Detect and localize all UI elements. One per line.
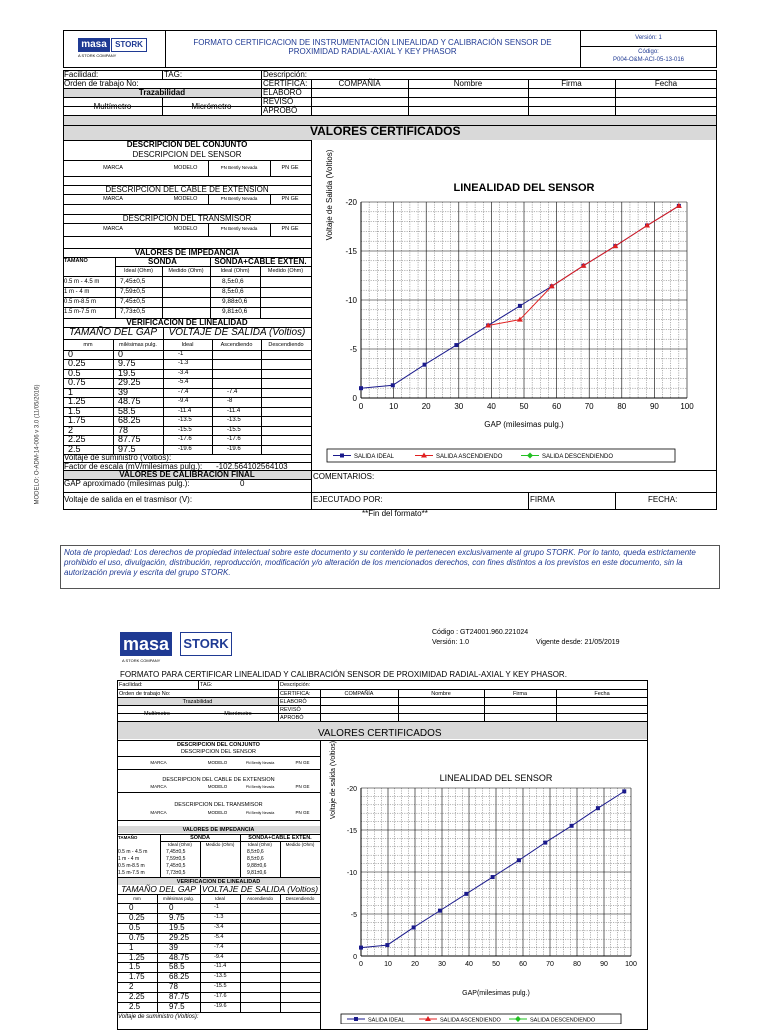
gap-cell: 0: [68, 349, 74, 359]
gap2-cell: -9.4: [214, 953, 224, 960]
gap-cell: -11.4: [227, 407, 241, 414]
doc2-micrometro: Micrómetro: [224, 711, 252, 717]
ejecutado-label: EJECUTADO POR:: [313, 495, 383, 504]
gap-cell: 39: [118, 386, 129, 397]
sensor-marca: MARCA: [103, 165, 123, 171]
imp2-size: 0.5 m - 4.5 m: [118, 849, 148, 855]
gap2-cell: 87.75: [169, 992, 190, 1002]
gap-cell: 68.25: [118, 415, 141, 426]
sonda-ideal: Ideal (Ohm): [123, 268, 154, 274]
gap2-cell: 2: [129, 982, 134, 992]
masa-logo: masa: [78, 38, 110, 52]
gap-cell: 58.5: [118, 405, 136, 416]
gap2-cell: -7.4: [214, 943, 224, 950]
doc2-tamano-gap: TAMAÑO DEL GAP: [121, 884, 196, 894]
imp-cable-ideal: 9,88±0,6: [222, 298, 248, 305]
chart-point: [612, 243, 618, 248]
chart-x-tick: 90: [600, 961, 608, 968]
doc2-orden: Orden de trabajo No:: [119, 691, 171, 697]
ideal-header: Ideal: [181, 342, 194, 348]
gap2-cell: -1.3: [214, 913, 224, 920]
doc2-vigente: Vigente desde: 21/05/2019: [536, 639, 620, 646]
chart-point: [391, 383, 395, 387]
chart-y-tick: 0: [353, 954, 357, 961]
gap-cell: 1.5: [68, 405, 81, 416]
chart-point: [596, 806, 600, 810]
doc2-desc-sensor: DESCRIPCION DEL SENSOR: [181, 749, 256, 755]
doc2-sonda: SONDA: [190, 835, 210, 841]
doc2-sonda-cable: SONDA+CABLE EXTEN.: [248, 835, 312, 841]
doc2-voltaje-suministro: Voltaje de suministro (Voltios):: [118, 1014, 199, 1020]
imp-sonda-ideal: 7,73±0,5: [120, 308, 146, 315]
doc2-descendiendo: Descendiendo: [285, 896, 315, 901]
gap-cell: 1.75: [68, 415, 86, 426]
verificacion-linealidad: VERIFICACION DE LINEALIDAD: [126, 318, 248, 327]
gap-cell: -11.4: [178, 407, 192, 414]
gap-cell: -19.6: [178, 445, 192, 452]
chart-y-tick: -10: [345, 296, 357, 305]
property-note-label: Nota de propiedad:: [64, 548, 133, 557]
doc2-compania: COMPAÑÍA: [344, 691, 374, 697]
gap-aproximado-value: 0: [240, 479, 245, 488]
doc1-code: P004-O&M-ACI-05-13-016: [612, 57, 685, 63]
doc2-facilidad: Facilidad:: [119, 682, 143, 688]
chart-xlabel: GAP(milesimas pulg.): [462, 990, 530, 997]
descendiendo-header: Descendiendo: [268, 342, 304, 348]
multimetro-label: Multímetro: [93, 102, 132, 111]
imp-cable-ideal: 9,81±0,6: [222, 308, 248, 315]
chart-ylabel: Voltaje de Salida (Voltios): [325, 149, 334, 241]
chart-x-tick: 40: [465, 961, 473, 968]
chart-x-tick: 70: [584, 402, 594, 411]
chart-series-line: [361, 206, 679, 388]
chart-point: [644, 223, 650, 228]
doc2-valores-certificados: VALORES CERTIFICADOS: [318, 728, 442, 739]
chart-legend-label: SALIDA IDEAL: [354, 454, 395, 460]
doc2-sensor-marca: MARCA: [150, 760, 167, 765]
chart-x-tick: 20: [421, 402, 431, 411]
gap2-cell: 48.75: [169, 952, 190, 962]
orden-label: Orden de trabajo No:: [64, 79, 139, 88]
mm-header: mm: [83, 342, 93, 348]
gap-cell: 0: [118, 349, 124, 359]
chart-2: [321, 740, 647, 1024]
gap2-cell: 39: [169, 942, 178, 952]
chart-x-tick: 30: [438, 961, 446, 968]
doc2-multimetro: Multímetro: [144, 711, 170, 717]
imp2-cable-ideal: 8,5±0,6: [247, 856, 264, 862]
cable-marca: MARCA: [103, 196, 123, 202]
chart-point: [543, 841, 547, 845]
imp-cable-ideal: 8,5±0,6: [222, 288, 244, 295]
chart-point: [385, 943, 389, 947]
sensor-modelo: MODELO: [173, 165, 198, 171]
sensor-pn-bently: PN Bently Nevada: [220, 165, 258, 170]
imp2-cable-ideal: 9,88±0,6: [247, 863, 267, 869]
chart-point: [464, 892, 468, 896]
gap-cell: -19.6: [227, 445, 241, 452]
doc1-title: FORMATO CERTIFICACION DE INSTRUMENTACIÓN LINEALIDAD Y CALIBRACIÓN SENSOR DE PROXIMIDAD RADIAL-AXIAL Y KEY PHASOR: [193, 38, 552, 56]
desc-conjunto: DESCRIPCION DEL CONJUNTO: [126, 140, 248, 149]
chart-x-tick: 0: [359, 961, 363, 968]
chart-legend-label: SALIDA IDEAL: [368, 1017, 405, 1024]
imp2-sonda-ideal: 7,45±0,5: [166, 863, 186, 869]
tamano-label: TAMAÑO: [64, 258, 88, 264]
side-model-text: MODELO: O-ADM-14-006 v 3.0 (11/05/2016): [34, 384, 41, 505]
gap-cell: 0.5: [68, 367, 81, 378]
gap2-cell: -13.5: [214, 973, 227, 980]
chart-point: [580, 263, 586, 268]
doc2-firma: Firma: [512, 691, 528, 697]
tag-label: TAG:: [164, 70, 183, 79]
doc2-cable-ideal: Ideal (Ohm): [248, 842, 272, 847]
gap2-cell: 0.25: [129, 912, 145, 922]
gap-cell: -9.4: [178, 398, 189, 405]
chart-point: [412, 925, 416, 929]
gap2-cell: -11.4: [214, 963, 227, 970]
doc2-trazabilidad: Trazabilidad: [182, 699, 213, 705]
doc2-trans-pn-ge: PN GE: [295, 810, 310, 815]
gap-cell: -17.6: [227, 436, 241, 443]
chart-legend: [327, 449, 675, 462]
gap-cell: 78: [118, 424, 129, 435]
compania-header: COMPAÑÍA: [338, 79, 381, 88]
gap-cell: 2.5: [68, 443, 81, 454]
doc2-voltaje-salida: VOLTAJE DE SALIDA (Voltios): [201, 884, 319, 894]
imp-cable-ideal: 8,5±0,6: [222, 278, 244, 285]
gap-cell: 0.25: [68, 358, 86, 369]
chart-x-tick: 10: [384, 961, 392, 968]
gap-cell: 9.75: [118, 358, 136, 369]
gap-cell: -7.4: [227, 388, 238, 395]
comentarios-label: COMENTARIOS:: [313, 472, 375, 481]
doc2-cable-modelo: MODELO: [207, 784, 228, 789]
imp2-cable-ideal: 9,81±0,6: [247, 870, 267, 876]
doc1-code-label: Código:: [638, 49, 659, 55]
aprobo-label: APROBÓ: [263, 106, 298, 115]
doc2-ideal: Ideal: [215, 896, 225, 901]
gap-cell: 1: [68, 386, 74, 397]
gap2-cell: 1.5: [129, 962, 141, 972]
gap2-cell: 0.5: [129, 922, 141, 932]
chart-point: [570, 824, 574, 828]
chart-point: [438, 909, 442, 913]
stork-logo-2: STORK: [180, 632, 232, 656]
doc2-descripcion: Descripción:: [280, 682, 311, 688]
chart-y-tick: -20: [345, 198, 357, 207]
chart-y-tick: 0: [352, 394, 357, 403]
valores-certificados-title: VALORES CERTIFICADOS: [310, 124, 461, 138]
chart-1: [312, 140, 716, 470]
doc2-aprobo: APROBÓ: [280, 715, 304, 721]
doc2-desc-trans: DESCRIPCION DEL TRANSMISOR: [174, 802, 263, 808]
firma-header: Firma: [561, 79, 582, 88]
doc2-nombre: Nombre: [431, 691, 451, 697]
fecha-label: FECHA:: [648, 495, 678, 504]
chart-xlabel: GAP (milesimas pulg.): [484, 420, 564, 429]
ascendiendo-header: Ascendiendo: [220, 342, 253, 348]
logo-caption: A STORK COMPANY: [78, 53, 117, 58]
certifica-label: CERTIFICA:: [263, 79, 308, 88]
chart-point: [454, 343, 458, 347]
chart-series-line: [361, 791, 624, 947]
cable-pn-bently: PN Bently Nevada: [220, 196, 258, 201]
gap-cell: -1.3: [178, 360, 189, 367]
factor-escala-value: -102.564102564103: [216, 462, 288, 471]
gap2-cell: 29.25: [169, 932, 190, 942]
gap2-cell: 1.75: [129, 972, 145, 982]
doc2-cable-pn-ge: PN GE: [295, 784, 310, 789]
chart-point: [491, 875, 495, 879]
chart-y-tick: -5: [349, 345, 357, 354]
sonda-medido: Medido (Ohm): [168, 268, 204, 274]
chart-x-tick: 90: [649, 402, 659, 411]
chart-1-svg: [312, 140, 716, 470]
chart-x-tick: 20: [411, 961, 419, 968]
gap2-cell: 0: [129, 903, 134, 912]
doc2-code: Código : GT24001.960.221024: [432, 629, 529, 636]
doc2-elaboro: ELABORÓ: [280, 699, 307, 705]
doc2-sonda-ideal: Ideal (Ohm): [168, 842, 192, 847]
gap2-cell: -3.4: [214, 923, 224, 930]
doc2-desc-cable: DESCRIPCION DEL CABLE DE EXTENSION: [162, 777, 275, 783]
stork-logo: STORK: [111, 38, 147, 52]
descripcion-label: Descripción:: [263, 70, 308, 79]
chart-title: LINEALIDAD DEL SENSOR: [439, 773, 553, 783]
doc2-sensor-pn-bently: PN Bently Nevada: [245, 761, 275, 765]
imp-sonda-ideal: 7,45±0,5: [120, 298, 146, 305]
chart-point: [622, 789, 626, 793]
chart-x-tick: 100: [680, 402, 694, 411]
chart-x-tick: 60: [519, 961, 527, 968]
gap2-cell: -5.4: [214, 933, 224, 940]
doc2-verificacion: VERIFICACION DE LINEALIDAD: [176, 879, 261, 885]
sonda-label: SONDA: [148, 257, 177, 266]
doc2-title: FORMATO PARA CERTIFICAR LINEALIDAD Y CALIBRACIÓN SENSOR DE PROXIMIDAD RADIAL-AXIAL Y KEY PHASOR.: [120, 670, 567, 679]
chart-x-tick: 50: [492, 961, 500, 968]
chart-ylabel: Voltaje de salida (Voltios): [330, 740, 337, 820]
doc2-fecha: Fecha: [594, 691, 610, 697]
imp2-sonda-ideal: 7,45±0,5: [166, 849, 186, 855]
chart-point: [517, 858, 521, 862]
doc2-cable-marca: MARCA: [150, 784, 167, 789]
chart-2-svg: [321, 740, 647, 1024]
trazabilidad-label: Trazabilidad: [138, 88, 186, 97]
gap-cell: 48.75: [118, 396, 141, 407]
nombre-header: Nombre: [453, 79, 483, 88]
gap-cell: -15.5: [227, 426, 241, 433]
chart-point: [676, 203, 682, 208]
gap2-cell: 2.25: [129, 992, 145, 1002]
chart-legend-label: SALIDA DESCENDIENDO: [542, 454, 614, 460]
valores-impedancia: VALORES DE IMPEDANCIA: [134, 248, 240, 257]
gap2-cell: 1: [129, 942, 134, 952]
fin-formato: **Fin del formato**: [362, 509, 428, 518]
chart-point: [359, 946, 363, 950]
fecha-header: Fecha: [654, 79, 678, 88]
trans-pn-bently: PN Bently Nevada: [220, 226, 258, 231]
gap-cell: 2.25: [68, 434, 86, 445]
doc2-version: Versión: 1.0: [432, 639, 469, 646]
imp2-size: 0.5 m-8.5 m: [118, 863, 145, 869]
gap-cell: 2: [68, 424, 74, 435]
imp2-cable-ideal: 8,5±0,6: [247, 849, 264, 855]
voltaje-transmisor: Voltaje de salida en el trasmisor (V):: [64, 495, 193, 504]
doc1-version: Versión: 1: [635, 35, 662, 41]
valores-calibracion: VALORES DE CALIBRACION FINAL: [119, 470, 255, 479]
reviso-label: REVISÓ: [263, 97, 294, 106]
voltaje-suministro: Voltaje de suministro (Voltios):: [64, 453, 172, 462]
doc2-ascendiendo: Ascendiendo: [246, 896, 274, 901]
chart-y-tick: -10: [346, 870, 357, 877]
chart-point: [549, 283, 555, 288]
cable-modelo: MODELO: [173, 196, 198, 202]
gap2-cell: 9.75: [169, 912, 185, 922]
imp-size: 0.5 m-8.5 m: [64, 299, 97, 305]
gap2-cell: 97.5: [169, 1002, 185, 1011]
chart-legend-label: SALIDA ASCENDIENDO: [436, 454, 503, 460]
chart-x-tick: 100: [625, 961, 637, 968]
chart-x-tick: 50: [519, 402, 529, 411]
gap-cell: -3.4: [178, 369, 189, 376]
chart-legend-label: SALIDA DESCENDIENDO: [530, 1017, 596, 1024]
doc2-trans-marca: MARCA: [150, 810, 167, 815]
chart-point: [518, 304, 522, 308]
chart-x-tick: 80: [573, 961, 581, 968]
trans-modelo: MODELO: [173, 226, 198, 232]
gap-cell: 87.75: [118, 434, 141, 445]
gap-cell: -5.4: [178, 379, 189, 386]
gap2-cell: -19.6: [214, 1003, 227, 1009]
imp2-size: 1.5 m-7.5 m: [118, 870, 145, 876]
chart-legend: [341, 1014, 621, 1024]
gap2-cell: 68.25: [169, 972, 190, 982]
gap-cell: 97.5: [118, 443, 136, 454]
doc2-mm: mm: [133, 896, 141, 901]
gap2-cell: 58.5: [169, 962, 185, 972]
gap-cell: -17.6: [178, 436, 192, 443]
cable-ideal: Ideal (Ohm): [220, 268, 250, 274]
gap-cell: -7.4: [178, 388, 189, 395]
doc2-milesimas: milésimas pulg.: [162, 896, 194, 901]
doc2-sensor-modelo: MODELO: [207, 760, 228, 765]
gap2-cell: -17.6: [214, 993, 227, 1000]
gap2-cell: 19.5: [169, 922, 185, 932]
chart-x-tick: 30: [454, 402, 464, 411]
imp-size: 0.5 m - 4.5 m: [64, 279, 100, 285]
doc2-trans-modelo: MODELO: [207, 810, 228, 815]
gap-cell: -13.5: [178, 417, 192, 424]
chart-y-tick: -15: [346, 828, 357, 835]
gap2-cell: 1.25: [129, 952, 145, 962]
trans-marca: MARCA: [103, 226, 123, 232]
doc2-certifica: CERTIFICA:: [280, 691, 311, 697]
chart-point: [423, 363, 427, 367]
imp-size: 1.5 m-7.5 m: [64, 309, 97, 315]
milesimas-header: milésimas pulg.: [119, 342, 157, 348]
desc-sensor: DESCRIPCION DEL SENSOR: [132, 150, 242, 159]
gap2-cell: -1: [214, 904, 219, 910]
chart-x-tick: 60: [552, 402, 562, 411]
doc2-reviso: REVISÓ: [280, 707, 301, 713]
doc2-tag: TAG:: [200, 682, 213, 688]
chart-x-tick: 40: [486, 402, 496, 411]
gap-cell: 29.25: [118, 377, 141, 388]
facilidad-label: Facilidad:: [64, 70, 99, 79]
desc-cable: DESCRIPCION DEL CABLE DE EXTENSION: [105, 185, 269, 194]
gap-cell: 0.75: [68, 377, 86, 388]
doc2-cable-medido: Medido (Ohm): [285, 842, 315, 847]
elaboro-label: ELABORÓ: [263, 88, 302, 97]
imp2-size: 1 m - 4 m: [118, 856, 140, 862]
gap2-cell: 78: [169, 982, 178, 992]
gap-cell: 19.5: [118, 367, 136, 378]
gap2-cell: 0: [169, 903, 174, 912]
gap-cell: -15.5: [178, 426, 192, 433]
gap-cell: 1.25: [68, 396, 86, 407]
doc2-desc-conjunto: DESCRIPCION DEL CONJUNTO: [177, 742, 260, 748]
tamano-gap-header: TAMAÑO DEL GAP: [69, 327, 157, 338]
firma-label: FIRMA: [530, 495, 555, 504]
sensor-pn-ge: PN GE: [281, 165, 299, 171]
doc2-sonda-medido: Medido (Ohm): [205, 842, 235, 847]
chart-y-tick: -15: [345, 247, 357, 256]
property-note: [64, 548, 716, 578]
chart-point: [359, 386, 363, 390]
doc2-tamano: TAMAÑO: [118, 835, 138, 840]
chart-y-tick: -20: [346, 786, 357, 793]
gap2-cell: 0.75: [129, 932, 145, 942]
doc2-valores-impedancia: VALORES DE IMPEDANCIA: [182, 827, 255, 833]
cable-pn-ge: PN GE: [281, 196, 299, 202]
trans-pn-ge: PN GE: [281, 226, 299, 232]
chart-x-tick: 10: [389, 402, 399, 411]
doc2-sensor-pn-ge: PN GE: [295, 760, 310, 765]
gap-cell: -8: [227, 398, 233, 405]
imp2-sonda-ideal: 7,59±0,5: [166, 856, 186, 862]
chart-title: LINEALIDAD DEL SENSOR: [453, 182, 595, 194]
chart-y-tick: -5: [350, 912, 357, 919]
gap-cell: -13.5: [227, 417, 241, 424]
imp-sonda-ideal: 7,45±0,5: [120, 278, 146, 285]
chart-x-tick: 80: [617, 402, 627, 411]
masa-logo-2: masa: [120, 632, 172, 656]
sonda-cable-label: SONDA+CABLE EXTEN.: [214, 257, 307, 266]
logo-caption-2: A STORK COMPANY: [122, 658, 161, 663]
gap-cell: -1: [178, 351, 184, 357]
chart-x-tick: 70: [546, 961, 554, 968]
gap-aproximado: GAP aproximado (milesimas pulg.):: [64, 479, 190, 488]
voltaje-salida-header: VOLTAJE DE SALIDA (Voltios): [168, 327, 306, 338]
gap2-cell: 2.5: [129, 1002, 141, 1011]
desc-transmisor: DESCRIPCION DEL TRANSMISOR: [122, 214, 252, 223]
cable-medido: Medido (Ohm): [267, 268, 304, 274]
doc2-trans-pn-bently: PN Bently Nevada: [245, 811, 275, 815]
doc2-cable-pn-bently: PN Bently Nevada: [245, 785, 275, 789]
imp2-sonda-ideal: 7,73±0,5: [166, 870, 186, 876]
chart-x-tick: 0: [358, 402, 364, 411]
property-note-text: Los derechos de propiedad intelectual sobre este documento y su contenido le pertenecen exclusivamente al grupo STORK. Por lo tanto, queda estrictamente prohibido el uso, divulgación, distribución, reproducción, modificación y/o alteración de los mencionados derechos, con fines distintos a los previstos en este documento, sin la autorización previa y escrita del grupo STORK.: [64, 548, 696, 577]
imp-sonda-ideal: 7,59±0,5: [120, 288, 146, 295]
imp-size: 1 m - 4 m: [64, 289, 90, 295]
chart-legend-label: SALIDA ASCENDIENDO: [440, 1017, 501, 1024]
gap2-cell: -15.5: [214, 983, 227, 990]
micrometro-label: Micrómetro: [191, 102, 232, 111]
factor-escala: Factor de escala (mV/milesimas pulg.):: [64, 462, 203, 471]
